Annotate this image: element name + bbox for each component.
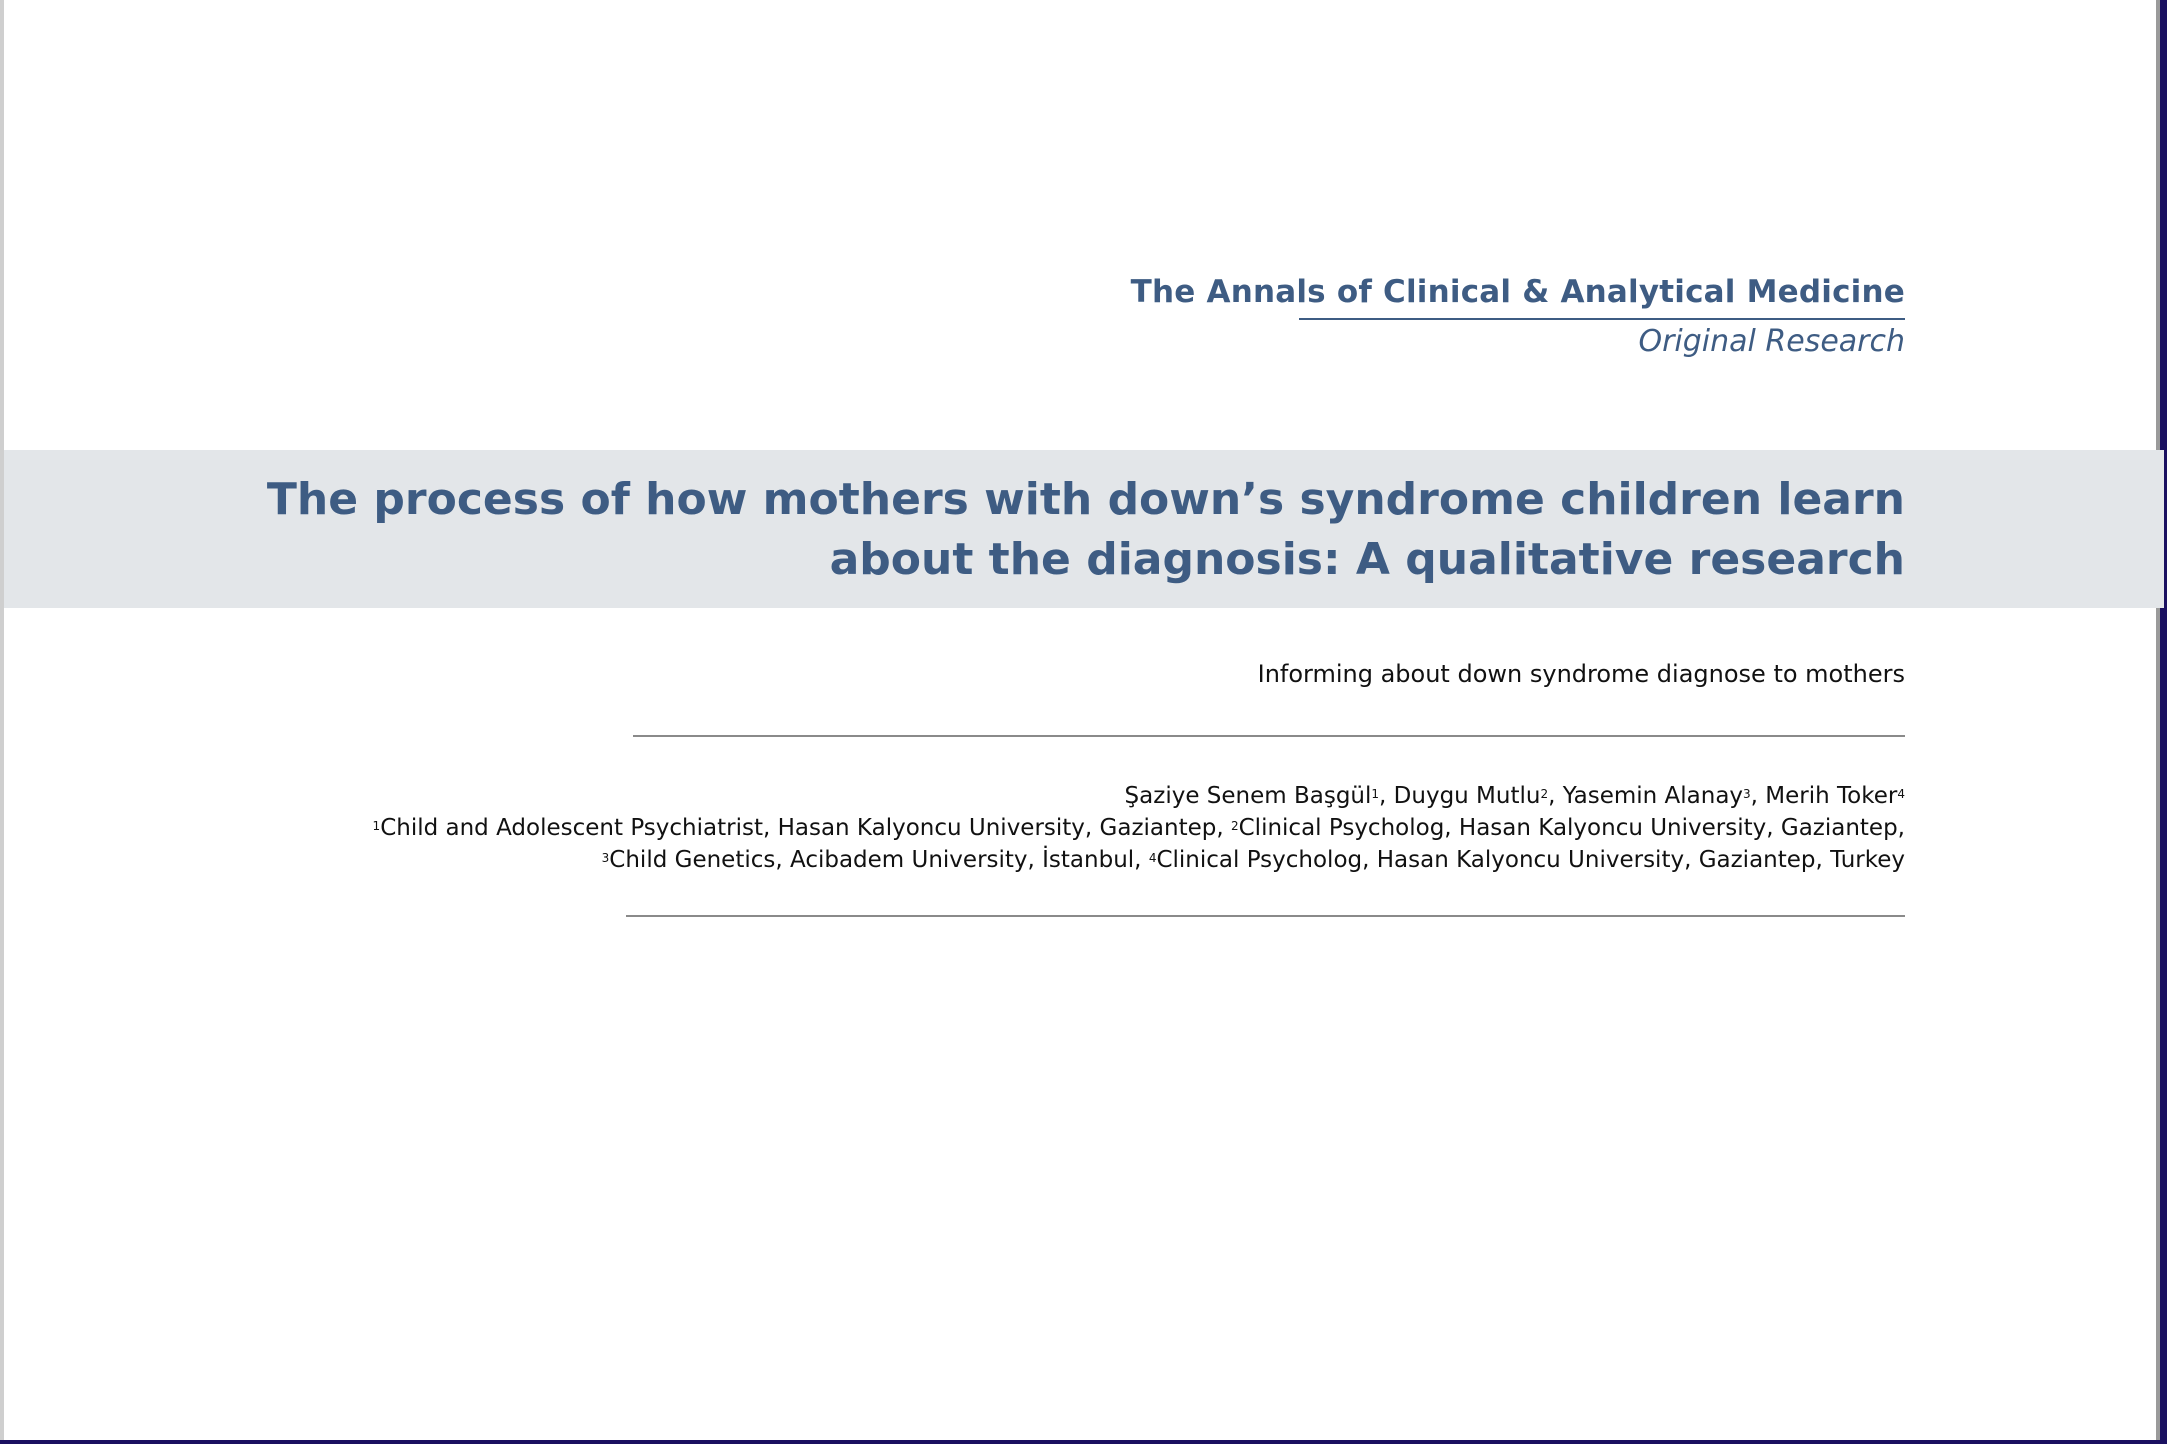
affiliation: Clinical Psycholog, Hasan Kalyoncu University, Gaziantep, — [1238, 815, 1905, 841]
author-list: Şaziye Senem Başgül$^1$, Duygu Mutlu$^2$, Yasemin Alanay$^3$, Merih Toker$^4$ — [1124, 783, 1905, 809]
affiliation: Child Genetics, Acibadem University, İstanbul, — [609, 847, 1149, 873]
author-name: Merih Toker — [1765, 783, 1898, 809]
running-title: Informing about down syndrome diagnose to mothers — [1257, 660, 1905, 688]
affiliation-line: $^3$Child Genetics, Acibadem University, İstanbul, $^4$Clinical Psycholog, Hasan Kalyoncu University, Gaziantep, Turkey — [601, 847, 1905, 873]
top-divider — [633, 735, 1905, 737]
article-type: Original Research — [1638, 324, 1905, 359]
journal-header — [1131, 270, 1905, 314]
author-affiliation-mark: 1 — [1371, 787, 1380, 801]
affiliation: Clinical Psycholog, Hasan Kalyoncu University, Gaziantep, Turkey — [1156, 847, 1905, 873]
author-affiliation-mark: 2 — [1540, 787, 1549, 801]
affiliation-line: $^1$Child and Adolescent Psychiatrist, Hasan Kalyoncu University, Gaziantep, $^2$Clinical Psycholog, Hasan Kalyoncu University, Gaziantep, — [372, 815, 1905, 841]
author-block — [373, 780, 1905, 876]
article-title: The process of how mothers with down’s syndrome children learn about the diagnosis: A qualitative research — [266, 474, 1905, 585]
affiliation: Child and Adolescent Psychiatrist, Hasan Kalyoncu University, Gaziantep, — [380, 815, 1231, 841]
author-name: Yasemin Alanay — [1562, 783, 1744, 809]
author-name: Duygu Mutlu — [1393, 783, 1541, 809]
journal-name: The Annals of Clinical & Analytical Medicine — [1130, 274, 1905, 310]
author-name: Şaziye Senem Başgül — [1124, 783, 1372, 809]
bottom-divider — [626, 915, 1905, 917]
window-bottom-edge — [0, 1440, 2167, 1444]
author-affiliation-mark: 3 — [1743, 787, 1751, 801]
author-affiliation-mark: 4 — [1897, 787, 1905, 801]
